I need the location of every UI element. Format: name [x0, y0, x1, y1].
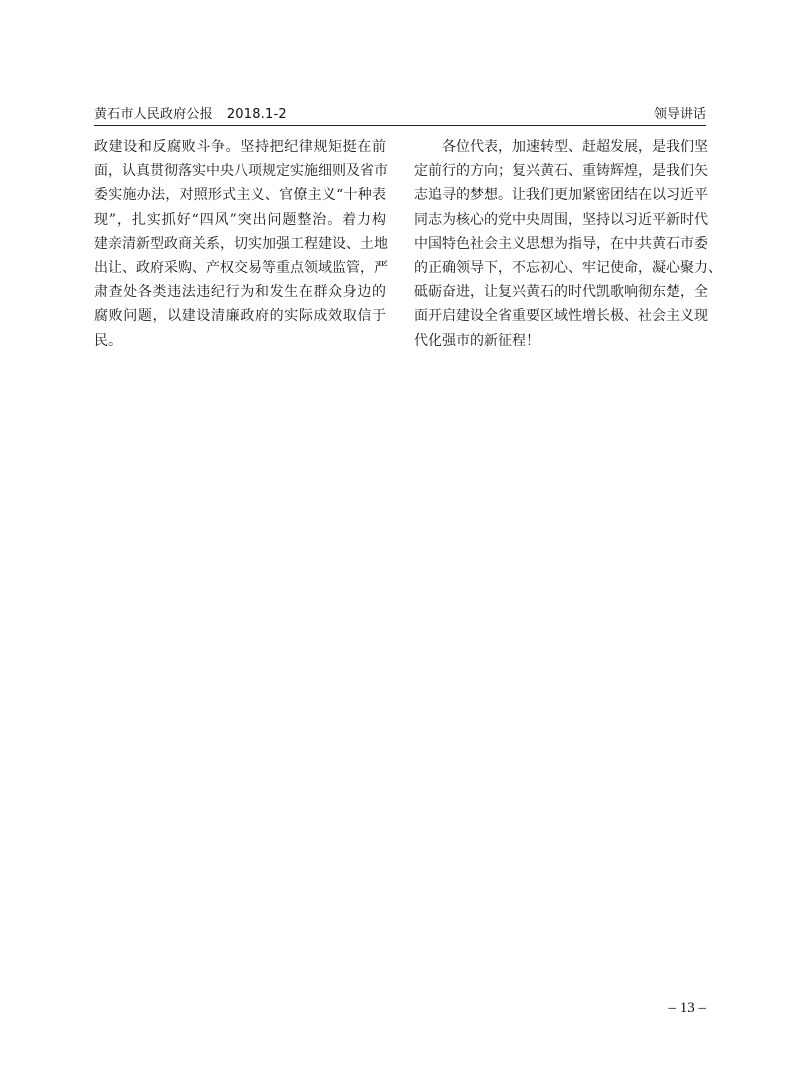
right-column-line: 的正确领导下，不忘初心、牢记使命，凝心聚力、 — [414, 260, 722, 277]
header-publication-issue — [94, 103, 287, 122]
right-column-line: 面开启建设全省重要区域性增长极、社会主义现 — [414, 308, 708, 325]
right-column — [414, 135, 722, 353]
section-title: 领导讲话 — [653, 107, 706, 122]
left-column-line: 腐败问题，以建设清廉政府的实际成效取信于 — [94, 308, 386, 325]
right-column-line: 同志为核心的党中央周围，坚持以习近平新时代 — [414, 211, 708, 228]
left-column-line: 出让、政府采购、产权交易等重点领域监管，严 — [94, 260, 388, 277]
left-column-line: 现”，扎实抓好“四风”突出问题整治。着力构 — [94, 211, 386, 228]
left-column-line: 建亲清新型政商关系，切实加强工程建设、土地 — [94, 235, 388, 252]
right-column-line: 志追寻的梦想。让我们更加紧密团结在以习近平 — [414, 187, 708, 204]
left-column — [94, 135, 386, 353]
right-column-line: 中国特色社会主义思想为指导，在中共黄石市委 — [414, 235, 708, 252]
right-column-line: 代化强市的新征程！ — [414, 332, 540, 349]
right-column-line: 定前行的方向；复兴黄石、重铸辉煌，是我们矢 — [414, 163, 708, 180]
left-column-line: 肃查处各类违法违纪行为和发生在群众身边的 — [94, 284, 386, 301]
right-column-line: 各位代表，加速转型、赶超发展，是我们坚 — [414, 139, 708, 155]
right-column-line: 砥砺奋进，让复兴黄石的时代凯歌响彻东楚，全 — [414, 284, 708, 301]
publication-title: 黄石市人民政府公报 — [94, 107, 213, 122]
left-column-line: 政建设和反腐败斗争。坚持把纪律规矩挺在前 — [94, 139, 386, 155]
header-rule — [94, 125, 706, 126]
left-column-line: 民。 — [94, 332, 122, 349]
issue-number: 2018.1-2 — [226, 107, 287, 122]
page-number: – 13 – — [668, 1000, 706, 1016]
left-column-line: 面，认真贯彻落实中央八项规定实施细则及省市 — [94, 163, 388, 180]
left-column-line: 委实施办法，对照形式主义、官僚主义“十种表 — [94, 187, 386, 204]
